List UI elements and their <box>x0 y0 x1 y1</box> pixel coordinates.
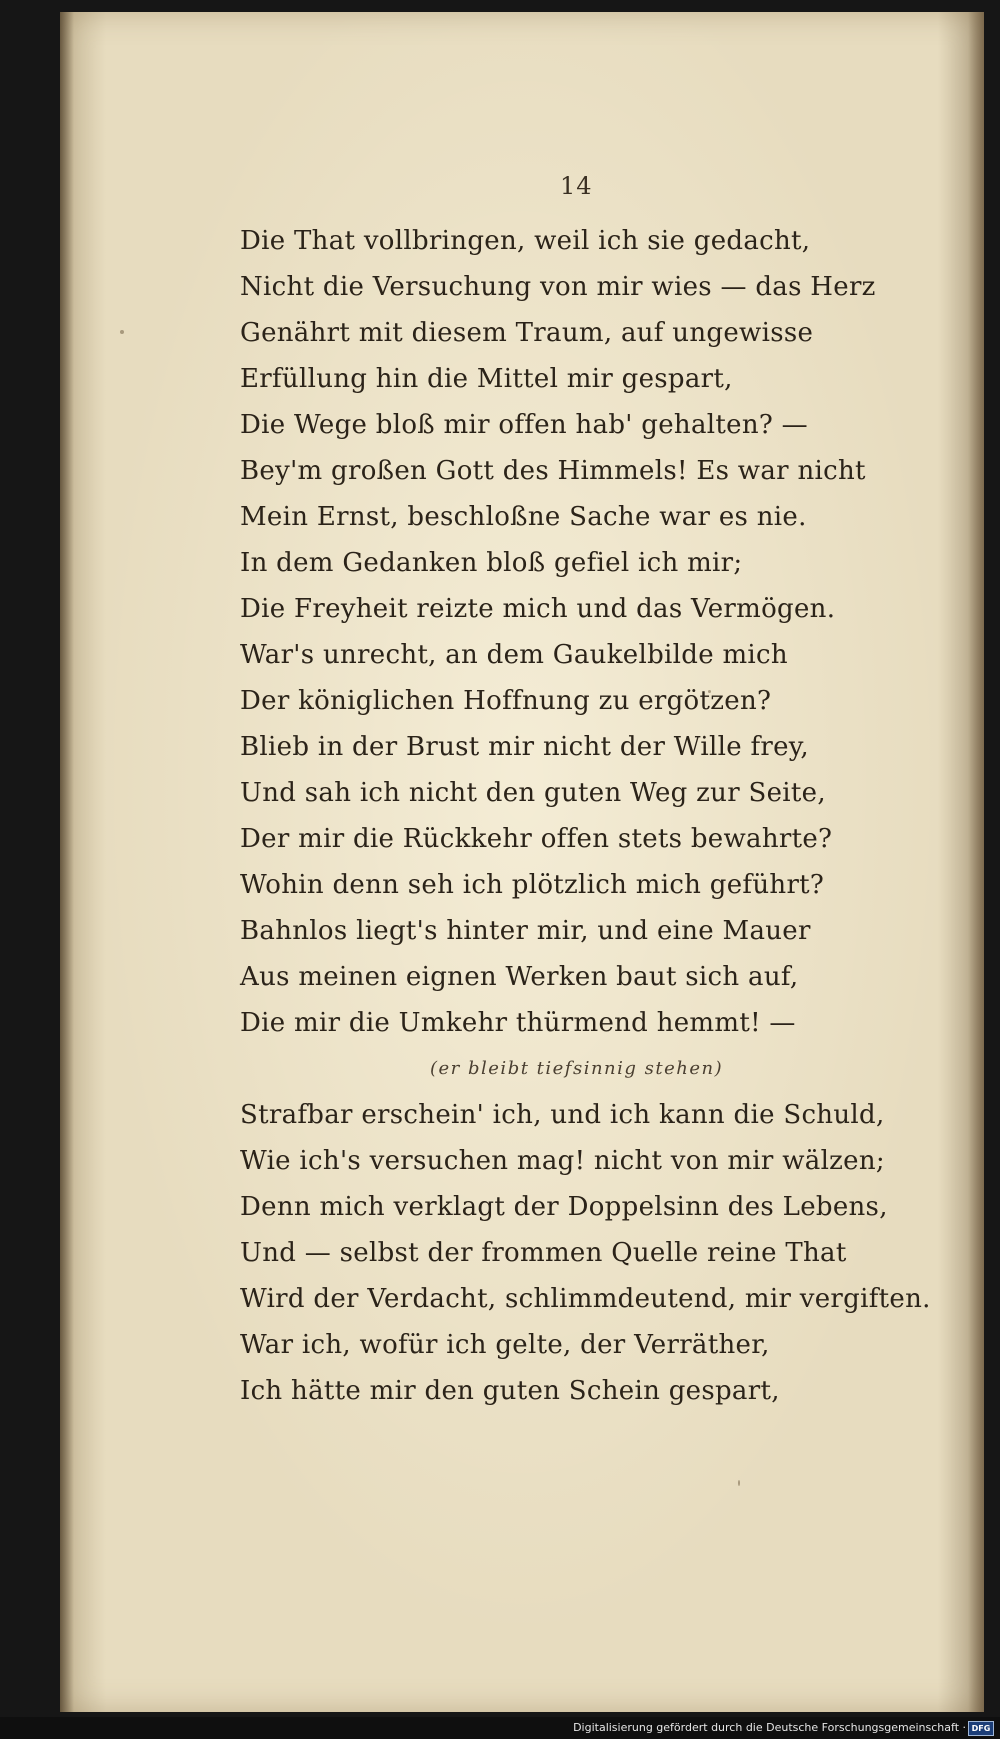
verse-line: Der mir die Rückkehr offen stets bewahrte? <box>240 824 833 854</box>
verse-line: Mein Ernst, beschloßne Sache war es nie. <box>240 502 807 532</box>
verse-line: Wird der Verdacht, schlimmdeutend, mir vergiften. <box>240 1284 931 1314</box>
verse-line: Die Wege bloß mir offen hab' gehalten? — <box>240 410 808 440</box>
verse-line: Bahnlos liegt's hinter mir, und eine Mauer <box>240 916 811 946</box>
verse-line: Und — selbst der frommen Quelle reine That <box>240 1238 847 1268</box>
verse-line: In dem Gedanken bloß gefiel ich mir; <box>240 548 743 578</box>
page-number: 14 <box>560 172 593 200</box>
verse-line: Strafbar erschein' ich, und ich kann die Schuld, <box>240 1100 885 1130</box>
paper-speck <box>120 330 124 334</box>
verse-line: Wohin denn seh ich plötzlich mich geführt? <box>240 870 825 900</box>
verse-line: Und sah ich nicht den guten Weg zur Seite, <box>240 778 826 808</box>
verse-line: War ich, wofür ich gelte, der Verräther, <box>240 1330 770 1360</box>
verse-line: Bey'm großen Gott des Himmels! Es war nicht <box>240 456 866 486</box>
dfg-logo[interactable]: DFG <box>968 1721 994 1736</box>
digitization-credit: Digitalisierung gefördert durch die Deutsche Forschungsgemeinschaft · <box>573 1721 966 1734</box>
verse-line: Die That vollbringen, weil ich sie gedacht, <box>240 226 811 256</box>
page-spine-shadow <box>60 12 74 1712</box>
verse-line: Aus meinen eignen Werken baut sich auf, <box>240 962 799 992</box>
stage-direction: (er bleibt tiefsinnig stehen) <box>430 1058 724 1079</box>
verse-line: War's unrecht, an dem Gaukelbilde mich <box>240 640 788 670</box>
verse-line: Genährt mit diesem Traum, auf ungewisse <box>240 318 814 348</box>
verse-block <box>240 218 931 1414</box>
verse-line: Der königlichen Hoffnung zu ergötzen? <box>240 686 772 716</box>
verse-line: Die mir die Umkehr thürmend hemmt! — <box>240 1008 796 1038</box>
verse-line: Denn mich verklagt der Doppelsinn des Lebens, <box>240 1192 888 1222</box>
verse-line: Blieb in der Brust mir nicht der Wille frey, <box>240 732 809 762</box>
page-edge-shadow <box>968 12 984 1712</box>
verse-line: Die Freyheit reizte mich und das Vermögen. <box>240 594 836 624</box>
verse-line: Erfüllung hin die Mittel mir gespart, <box>240 364 733 394</box>
verse-line: Ich hätte mir den guten Schein gespart, <box>240 1376 780 1406</box>
verse-line: Wie ich's versuchen mag! nicht von mir wälzen; <box>240 1146 885 1176</box>
verse-line: Nicht die Versuchung von mir wies — das Herz <box>240 272 876 302</box>
paper-speck <box>738 1480 740 1486</box>
